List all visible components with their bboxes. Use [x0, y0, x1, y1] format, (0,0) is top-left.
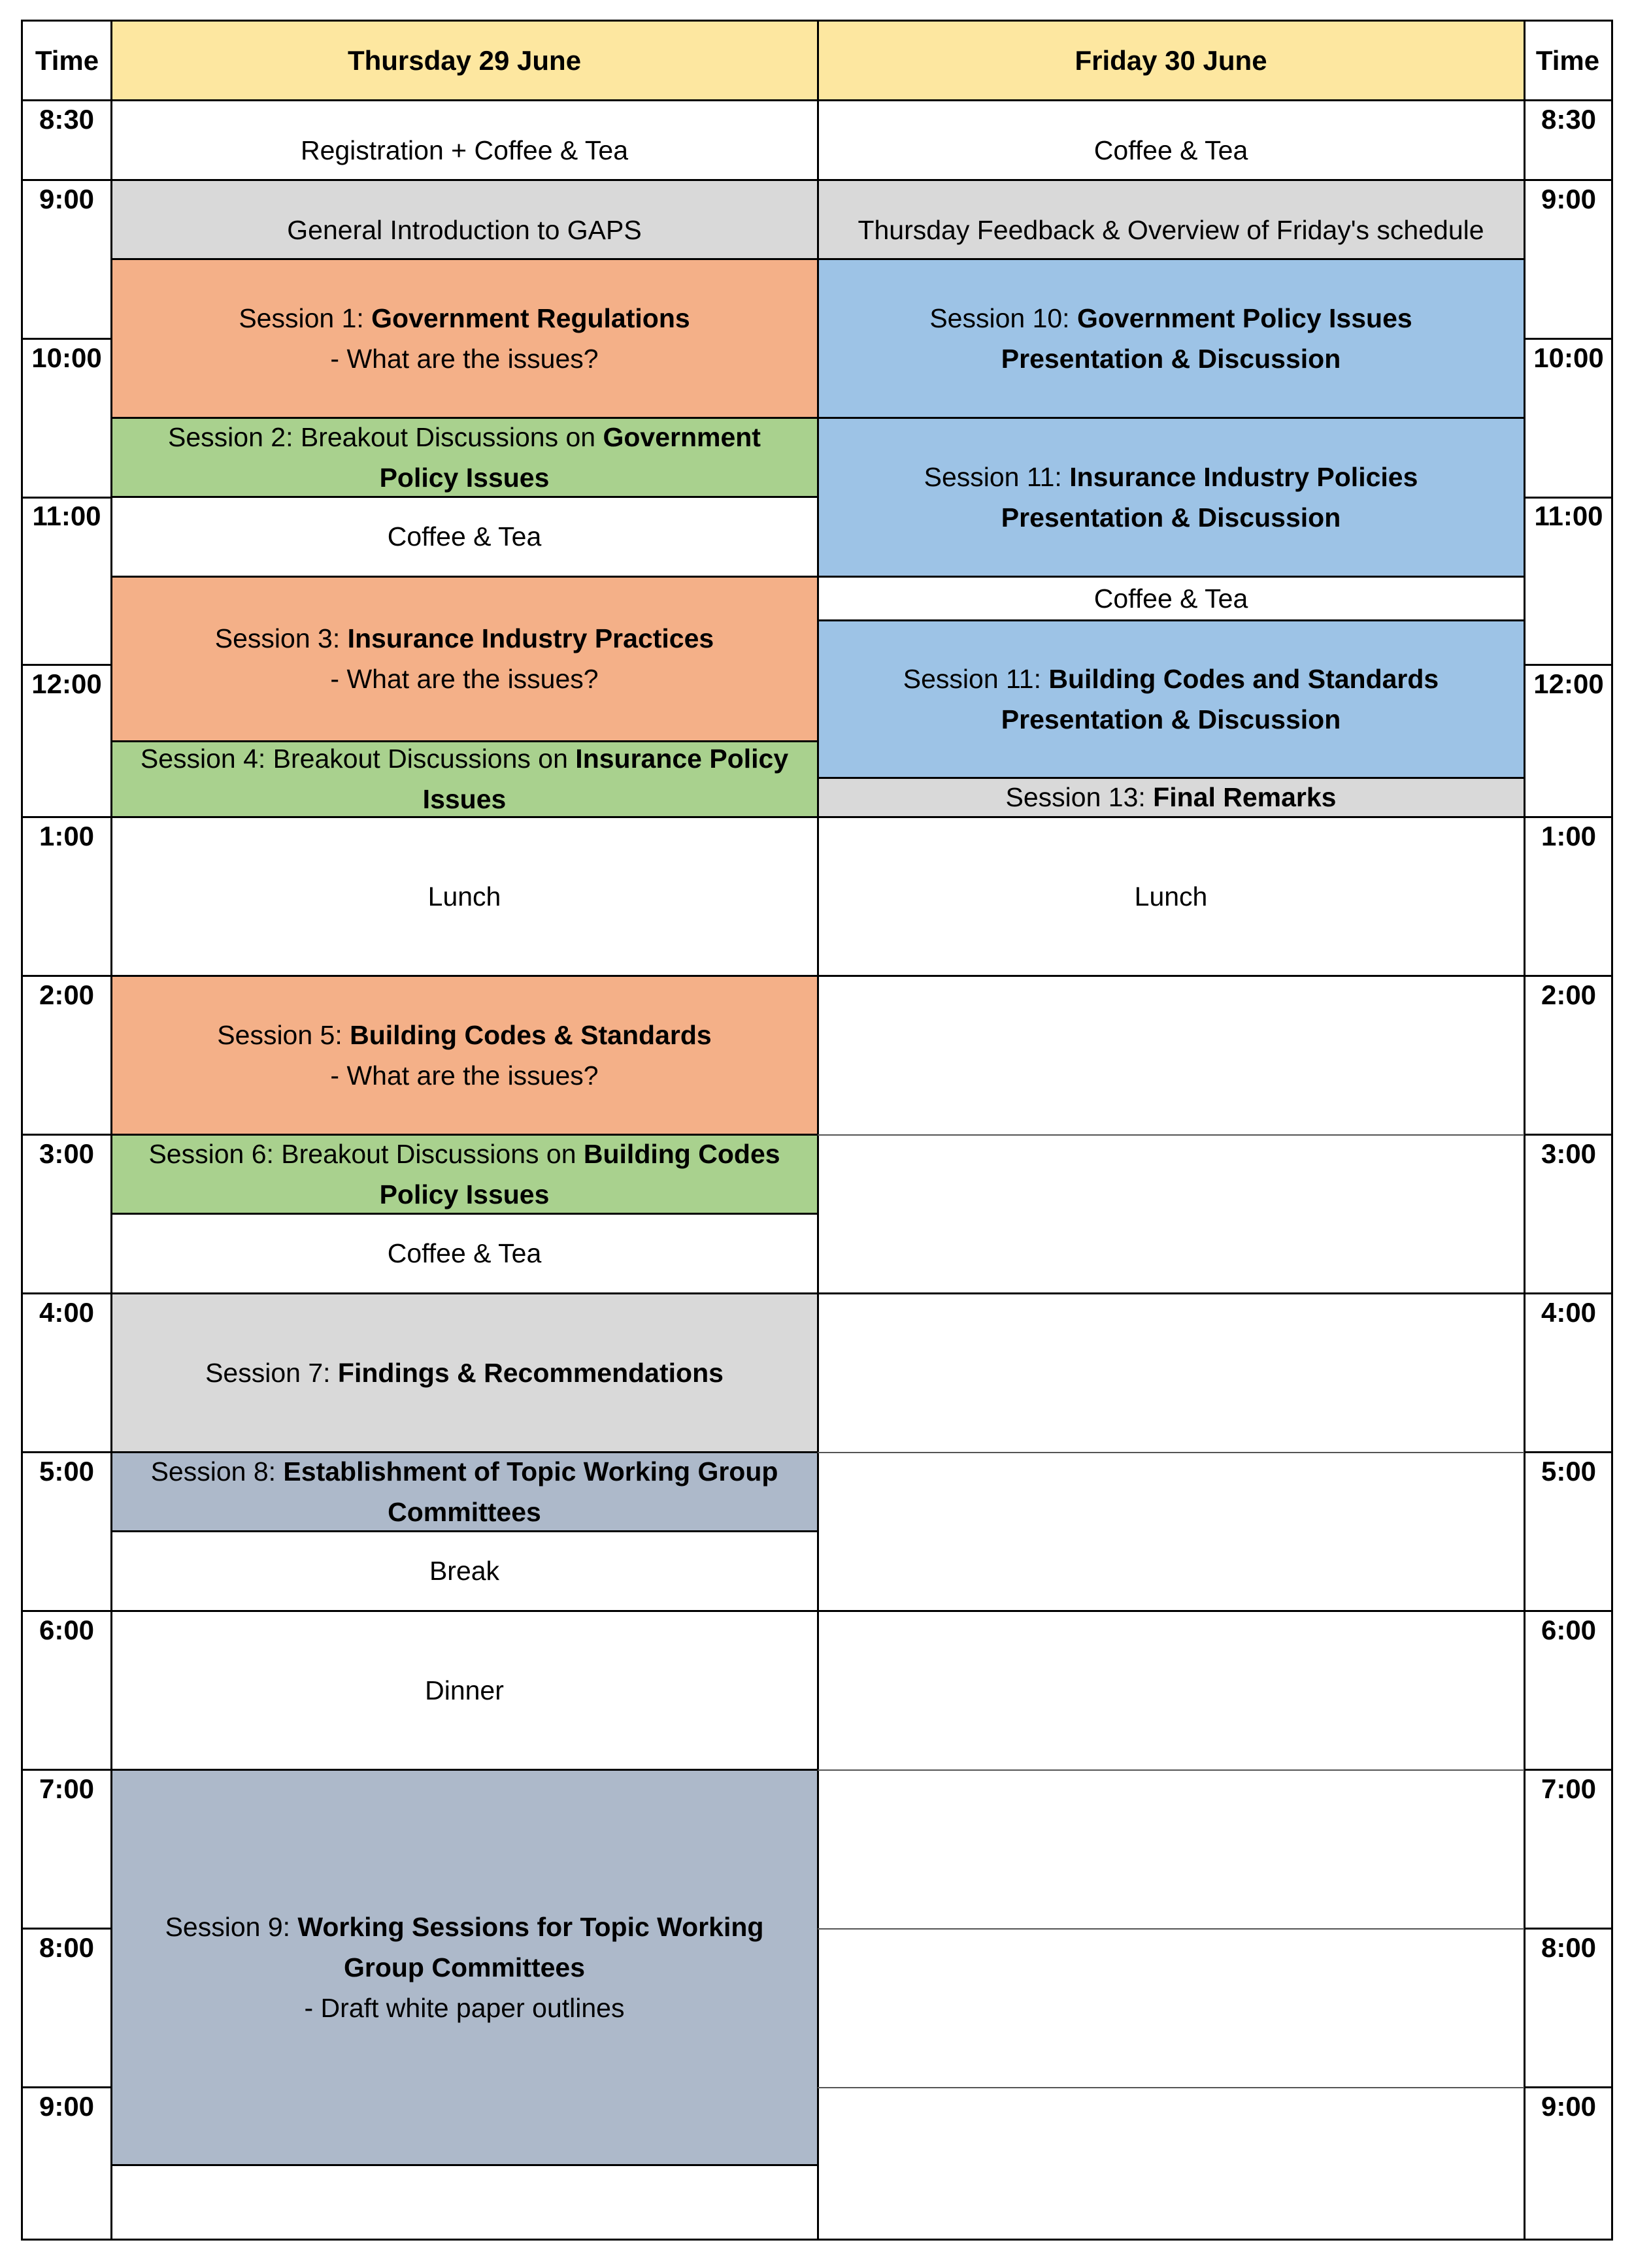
thu-empty-end — [111, 2165, 818, 2239]
thu-line-h — [111, 1451, 818, 1453]
col-divider-1 — [110, 22, 112, 2239]
time-right-1200: 12:00 — [1533, 668, 1604, 699]
time-right-600: 6:00 — [1541, 1615, 1597, 1645]
fri-thin-700 — [818, 1769, 1524, 1771]
thu-s3-sub: - What are the issues? — [330, 664, 599, 694]
thu-s6-title-a: Building Codes — [583, 1138, 780, 1169]
row-line-header — [23, 99, 1611, 101]
tl-1200 — [23, 664, 111, 666]
tr-700 — [1524, 1769, 1611, 1771]
thu-line-g — [111, 1213, 818, 1215]
fri-thin-500 — [818, 1452, 1524, 1453]
fri-line-e — [818, 777, 1524, 779]
thu-registration-label: Registration + Coffee & Tea — [300, 135, 629, 165]
tr-500 — [1524, 1451, 1611, 1453]
time-left-900pm: 9:00 — [39, 2091, 95, 2122]
fri-thin-300 — [818, 1134, 1524, 1136]
time-right-900pm: 9:00 — [1541, 2091, 1597, 2122]
time-right-300: 3:00 — [1541, 1138, 1597, 1169]
fri-s10-prefix: Session 10: — [929, 303, 1077, 333]
time-header-left — [23, 22, 111, 100]
fri-s11b-prefix: Session 11: — [903, 663, 1049, 694]
thu-s2-title-a: Government — [603, 421, 761, 452]
tl-800 — [23, 1928, 111, 1930]
tr-1100 — [1524, 497, 1611, 499]
thu-session-9 — [111, 1769, 818, 2165]
thu-s8-prefix: Session 8: — [150, 1456, 284, 1487]
thu-session-3 — [111, 576, 818, 741]
thu-line-b — [111, 417, 818, 419]
thursday-header-label: Thursday 29 June — [347, 45, 582, 76]
fri-thin-800 — [818, 1928, 1524, 1930]
thu-s6-title-b: Policy Issues — [379, 1179, 550, 1209]
fri-coffee-0 — [818, 100, 1524, 180]
thu-break — [111, 1531, 818, 1611]
thu-s9-sub: - Draft white paper outlines — [304, 1992, 625, 2023]
time-left-200: 2:00 — [39, 979, 95, 1010]
fri-coffee-1-label: Coffee & Tea — [1093, 583, 1248, 614]
row-line-200 — [23, 975, 1611, 977]
thu-lunch — [111, 817, 818, 976]
fri-s11a-title: Insurance Industry Policies — [1069, 461, 1418, 492]
thu-lunch-label: Lunch — [427, 881, 501, 912]
thu-s1-prefix: Session 1: — [239, 303, 372, 333]
row-line-900 — [23, 179, 1611, 181]
fri-session-13 — [818, 778, 1524, 817]
thu-s2-title-b: Policy Issues — [379, 462, 550, 493]
thu-s4-title-a: Insurance Policy — [575, 744, 789, 774]
fri-s11b-title: Building Codes and Standards — [1048, 663, 1439, 694]
time-right-900: 9:00 — [1541, 184, 1597, 214]
col-divider-2 — [817, 22, 819, 2239]
thu-coffee-2-label: Coffee & Tea — [387, 1238, 542, 1268]
row-line-600 — [23, 1610, 1611, 1612]
tr-800 — [1524, 1928, 1611, 1930]
thu-coffee-1 — [111, 497, 818, 576]
thu-s9-title-a: Working Sessions for Topic Working — [297, 1911, 764, 1942]
thu-line-c — [111, 496, 818, 498]
row-line-400 — [23, 1292, 1611, 1294]
time-left-830: 8:30 — [39, 104, 95, 135]
tr-900pm — [1524, 2086, 1611, 2088]
tl-900pm — [23, 2086, 111, 2088]
tl-1100 — [23, 497, 111, 499]
thu-line-a — [111, 258, 818, 260]
time-left-500: 5:00 — [39, 1456, 95, 1487]
fri-s13-title: Final Remarks — [1153, 782, 1337, 812]
fri-line-c — [818, 576, 1524, 578]
time-left-600: 6:00 — [39, 1615, 95, 1645]
time-right-400: 4:00 — [1541, 1297, 1597, 1328]
thu-coffee-2 — [111, 1213, 818, 1293]
thu-s3-prefix: Session 3: — [214, 623, 348, 653]
thu-session-7 — [111, 1293, 818, 1452]
time-left-400: 4:00 — [39, 1297, 95, 1328]
thu-session-8 — [111, 1452, 818, 1531]
fri-feedback — [818, 180, 1524, 259]
thu-s3-title: Insurance Industry Practices — [347, 623, 714, 653]
tr-1000 — [1524, 338, 1611, 340]
friday-header-label: Friday 30 June — [1075, 45, 1267, 76]
time-right-1000: 10:00 — [1533, 342, 1604, 373]
time-header-left-label: Time — [35, 45, 99, 76]
thu-s7-title: Findings & Recommendations — [337, 1357, 724, 1388]
fri-s11a-sub: Presentation & Discussion — [1001, 502, 1341, 533]
thu-s8-title-a: Establishment of Topic Working Group — [283, 1456, 778, 1487]
time-left-900: 9:00 — [39, 184, 95, 214]
time-right-1100: 11:00 — [1534, 501, 1603, 531]
fri-session-11a — [818, 418, 1524, 576]
thu-intro — [111, 180, 818, 259]
thu-s8-title-b: Committees — [388, 1496, 541, 1527]
fri-coffee-1 — [818, 576, 1524, 620]
time-right-500: 5:00 — [1541, 1456, 1597, 1487]
thu-dinner-label: Dinner — [425, 1675, 504, 1705]
thu-break-label: Break — [429, 1556, 500, 1586]
thu-s5-prefix: Session 5: — [217, 1019, 350, 1050]
thu-coffee-1-label: Coffee & Tea — [387, 521, 542, 551]
time-left-1000: 10:00 — [31, 342, 102, 373]
time-header-right-label: Time — [1535, 45, 1600, 76]
fri-session-11b — [818, 620, 1524, 778]
time-right-200: 2:00 — [1541, 979, 1597, 1010]
fri-lunch — [818, 817, 1524, 976]
time-right-100: 1:00 — [1541, 821, 1597, 851]
fri-s13-prefix: Session 13: — [1005, 782, 1154, 812]
thu-s1-sub: - What are the issues? — [330, 343, 599, 374]
time-right-800: 8:00 — [1541, 1932, 1597, 1963]
row-line-100 — [23, 816, 1611, 818]
fri-line-a — [818, 258, 1524, 260]
thu-s5-sub: - What are the issues? — [330, 1060, 599, 1091]
fri-s10-sub: Presentation & Discussion — [1001, 343, 1341, 374]
schedule-table — [21, 20, 1613, 2241]
thu-line-e — [111, 740, 818, 742]
thu-session-2 — [111, 418, 818, 497]
thu-session-1 — [111, 259, 818, 418]
time-left-800: 8:00 — [39, 1932, 95, 1963]
fri-line-b — [818, 417, 1524, 419]
thu-line-d — [111, 576, 818, 578]
tl-1000 — [23, 338, 111, 340]
fri-s10-title: Government Policy Issues — [1076, 303, 1412, 333]
fri-s11b-sub: Presentation & Discussion — [1001, 704, 1341, 734]
time-left-1100: 11:00 — [32, 501, 101, 531]
time-right-700: 7:00 — [1541, 1773, 1597, 1804]
thursday-header — [111, 22, 818, 100]
thu-session-5 — [111, 976, 818, 1134]
fri-lunch-label: Lunch — [1134, 881, 1208, 912]
thu-s2-prefix: Session 2: Breakout Discussions on — [168, 421, 603, 452]
tl-700 — [23, 1769, 111, 1771]
thu-dinner — [111, 1611, 818, 1769]
tr-300 — [1524, 1134, 1611, 1136]
time-header-right — [1524, 22, 1611, 100]
thu-registration — [111, 100, 818, 180]
time-left-100: 1:00 — [39, 821, 95, 851]
thu-s4-prefix: Session 4: Breakout Discussions on — [140, 744, 576, 774]
fri-s11a-prefix: Session 11: — [924, 461, 1070, 492]
friday-header — [818, 22, 1524, 100]
thu-session-4 — [111, 741, 818, 817]
tl-500 — [23, 1451, 111, 1453]
thu-intro-label: General Introduction to GAPS — [287, 214, 642, 245]
fri-thin-900 — [818, 2087, 1524, 2088]
thu-line-f — [111, 1134, 818, 1136]
thu-s5-title: Building Codes & Standards — [350, 1019, 712, 1050]
thu-line-k — [111, 2164, 818, 2166]
fri-line-d — [818, 619, 1524, 621]
time-right-830: 8:30 — [1541, 104, 1597, 135]
thu-s4-title-b: Issues — [422, 784, 507, 814]
tl-300 — [23, 1134, 111, 1136]
time-left-1200: 12:00 — [31, 668, 102, 699]
thu-s6-prefix: Session 6: Breakout Discussions on — [148, 1138, 584, 1169]
time-left-300: 3:00 — [39, 1138, 95, 1169]
thu-session-6 — [111, 1134, 818, 1213]
thu-line-i — [111, 1530, 818, 1532]
tr-1200 — [1524, 664, 1611, 666]
thu-s9-title-b: Group Committees — [343, 1952, 586, 1982]
thu-line-j — [111, 1769, 818, 1771]
fri-session-10 — [818, 259, 1524, 418]
thu-s1-title: Government Regulations — [371, 303, 690, 333]
thu-s9-prefix: Session 9: — [165, 1911, 298, 1942]
fri-coffee-0-label: Coffee & Tea — [1093, 135, 1248, 165]
col-divider-3 — [1524, 22, 1526, 2239]
time-left-700: 7:00 — [39, 1773, 95, 1804]
fri-feedback-label: Thursday Feedback & Overview of Friday's schedule — [858, 214, 1484, 245]
thu-s7-prefix: Session 7: — [205, 1357, 338, 1388]
